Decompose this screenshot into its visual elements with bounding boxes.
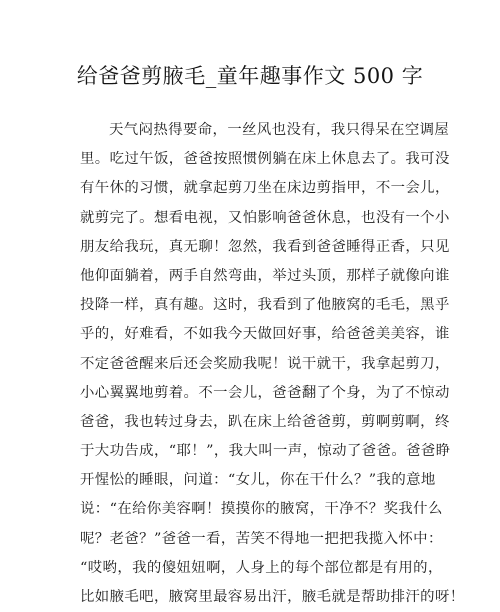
essay-line: 就剪完了。想看电视，又怕影响爸爸休息，也没有一个小 bbox=[80, 209, 450, 226]
essay-line: 天气闷热得要命，一丝风也没有，我只得呆在空调屋 bbox=[109, 122, 450, 138]
essay-line: 爸爸，我也转过身去，趴在床上给爸爸剪，剪啊剪啊，终 bbox=[80, 413, 450, 430]
essay-line: 里。吃过午饭，爸爸按照惯例躺在床上休息去了。我可没 bbox=[80, 151, 450, 168]
essay-body bbox=[80, 116, 465, 612]
essay-line: “哎哟，我的傻妞妞啊，人身上的每个部位都是有用的， bbox=[80, 559, 443, 576]
essay-line: 朋友给我玩，真无聊！忽然，我看到爸爸睡得正香，只见 bbox=[80, 238, 450, 255]
essay-line: 乎的，好难看，不如我今天做回好事，给爸爸美美容，谁 bbox=[80, 326, 450, 343]
essay-line: 说：“在给你美容啊！摸摸你的腋窝，干净不？奖我什么 bbox=[80, 501, 443, 518]
essay-line: 不定爸爸醒来后还会奖励我呢！说干就干，我拿起剪刀， bbox=[80, 355, 450, 372]
document-title: 给爸爸剪腋毛_童年趣事作文 500 字 bbox=[76, 64, 424, 88]
essay-line: 比如腋毛吧，腋窝里最容易出汗，腋毛就是帮助排汗的呀！ bbox=[80, 589, 465, 605]
essay-line: 他仰面躺着，两手自然弯曲，举过头顶，那样子就像向谁 bbox=[80, 267, 450, 284]
essay-line: 呢？老爸？”爸爸一看，苦笑不得地一把把我揽入怀中： bbox=[80, 530, 443, 547]
essay-line: 有午休的习惯，就拿起剪刀坐在床边剪指甲，不一会儿， bbox=[80, 180, 450, 197]
essay-line: 投降一样，真有趣。这时，我看到了他腋窝的毛毛，黑乎 bbox=[80, 297, 450, 314]
essay-line: 小心翼翼地剪着。不一会儿，爸爸翻了个身，为了不惊动 bbox=[80, 384, 450, 401]
essay-line: 于大功告成，“耶！”，我大叫一声，惊动了爸爸。爸爸睁 bbox=[80, 443, 451, 460]
essay-line: 开惺忪的睡眼，问道：“女儿，你在干什么？”我的意地 bbox=[80, 472, 436, 489]
